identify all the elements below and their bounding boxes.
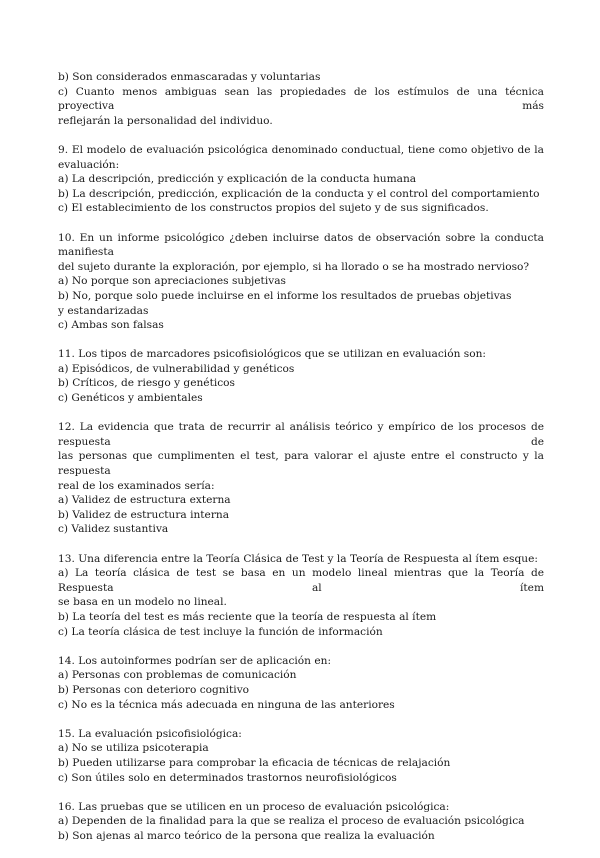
answer-option-c: c) No es la técnica más adecuada en ninguna de las anteriores	[58, 698, 395, 711]
answer-option-c: c) Son útiles solo en determinados trastornos neurofisiológicos	[58, 771, 397, 784]
answer-option-b: b) Pueden utilizarse para comprobar la eficacia de técnicas de relajación	[58, 756, 451, 769]
answer-option-a: a) Personas con problemas de comunicación	[58, 669, 297, 682]
answer-option-a-continued: se basa en un modelo no lineal.	[58, 596, 227, 609]
question-11	[58, 347, 544, 405]
question-text: 9. El modelo de evaluación psicológica denominado conductual, tiene como objetivo de la	[58, 143, 544, 156]
document-page	[58, 70, 544, 858]
question-text: las personas que cumplimenten el test, para valorar el ajuste entre el constructo y la respuesta	[58, 450, 544, 478]
answer-option-a: a) Validez de estructura externa	[58, 494, 231, 507]
question-text: del sujeto durante la exploración, por ejemplo, si ha llorado o se ha mostrado nervioso?	[58, 260, 530, 273]
intro-continuation	[58, 70, 544, 128]
question-text: 16. Las pruebas que se utilicen en un proceso de evaluación psicológica:	[58, 800, 450, 813]
answer-option-b-continued: y estandarizadas	[58, 304, 149, 317]
question-text: 14. Los autoinformes podrían ser de aplicación en:	[58, 654, 332, 667]
question-text: 12. La evidencia que trata de recurrir al análisis teórico y empírico de los procesos de respuesta de	[58, 421, 544, 448]
answer-option-b: b) Personas con deterioro cognitivo	[58, 683, 250, 696]
intro-line: b) Son considerados enmascaradas y voluntarias	[58, 71, 321, 83]
answer-option-b: b) Críticos, de riesgo y genéticos	[58, 377, 235, 390]
answer-option-b: b) Son ajenas al marco teórico de la persona que realiza la evaluación	[58, 829, 435, 842]
answer-option-c: c) Ambas son falsas	[58, 319, 164, 332]
answer-option-a: a) Dependen de la finalidad para la que se realiza el proceso de evaluación psicológica	[58, 815, 525, 828]
question-10	[58, 231, 544, 333]
question-text: real de los examinados sería:	[58, 479, 215, 492]
answer-option-c: c) El establecimiento de los constructos propios del sujeto y de sus significados.	[58, 202, 489, 215]
intro-line: reflejarán la personalidad del individuo.	[58, 114, 273, 127]
answer-option-a: a) La teoría clásica de test se basa en un modelo lineal mientras que la Teoría de Respuesta al ítem	[58, 567, 544, 594]
answer-option-a: a) Episódicos, de vulnerabilidad y genéticos	[58, 362, 295, 375]
answer-option-c: c) Genéticos y ambientales	[58, 392, 203, 405]
answer-option-a: a) No se utiliza psicoterapia	[58, 742, 209, 755]
question-text: evaluación:	[58, 158, 120, 171]
answer-option-a: a) No porque son apreciaciones subjetivas	[58, 275, 286, 288]
answer-option-b: b) La teoría del test es más reciente que la teoría de respuesta al ítem	[58, 610, 437, 623]
question-9	[58, 143, 544, 216]
question-16	[58, 800, 544, 844]
intro-line: c) Cuanto menos ambiguas sean las propiedades de los estímulos de una técnica proyectiva más	[58, 85, 544, 113]
answer-option-c: c) La teoría clásica de test incluye la función de información	[58, 625, 383, 638]
question-12	[58, 420, 544, 537]
answer-option-b: b) Validez de estructura interna	[58, 508, 230, 521]
answer-option-a: a) La descripción, predicción y explicación de la conducta humana	[58, 173, 417, 186]
question-text: 11. Los tipos de marcadores psicofisiológicos que se utilizan en evaluación son:	[58, 348, 486, 361]
question-14	[58, 654, 544, 712]
answer-option-c: c) Validez sustantiva	[58, 523, 169, 536]
question-13	[58, 552, 544, 640]
question-text: 15. La evaluación psicofisiológica:	[58, 727, 242, 740]
answer-option-b: b) No, porque solo puede incluirse en el informe los resultados de pruebas objetivas	[58, 289, 512, 302]
question-text: 13. Una diferencia entre la Teoría Clásica de Test y la Teoría de Respuesta al ítem esque:	[58, 552, 538, 565]
question-text: 10. En un informe psicológico ¿deben incluirse datos de observación sobre la conducta manifiesta	[58, 231, 544, 259]
question-15	[58, 727, 544, 785]
answer-option-b: b) La descripción, predicción, explicación de la conducta y el control del comportamiento	[58, 187, 540, 200]
